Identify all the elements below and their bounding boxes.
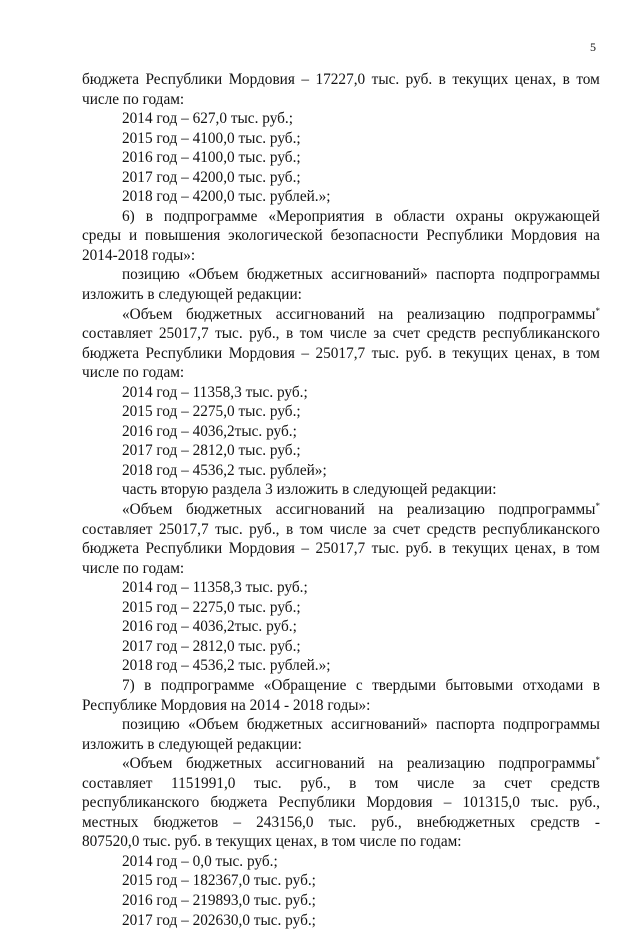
text-line: 2015 год – 4100,0 тыс. руб.; — [122, 129, 301, 147]
paragraph — [82, 911, 600, 930]
paragraph — [82, 383, 600, 403]
page-number: 5 — [590, 40, 596, 54]
paragraph — [82, 871, 600, 891]
paragraph — [82, 402, 600, 422]
text-line: 2014-2018 годы»: — [82, 246, 196, 264]
paragraph — [82, 70, 600, 109]
text-line: 2017 год – 202630,0 тыс. руб.; — [122, 911, 316, 929]
paragraph — [82, 441, 600, 461]
paragraph — [82, 480, 600, 500]
text-line: позицию «Объем бюджетных ассигнований» паспорта подпрограммы — [122, 266, 600, 284]
text-line: 2017 год – 2812,0 тыс. руб.; — [122, 637, 301, 655]
paragraph — [82, 715, 600, 754]
paragraph — [82, 598, 600, 618]
text-line: 2017 год – 2812,0 тыс. руб.; — [122, 442, 301, 460]
paragraph — [82, 187, 600, 207]
text-line: изложить в следующей редакции: — [82, 735, 302, 753]
text-line: «Объем бюджетных ассигнований на реализацию подпрограммы* — [122, 501, 600, 519]
paragraph — [82, 617, 600, 637]
text-line: бюджета Республики Мордовия – 17227,0 тыс. руб. в текущих ценах, в том — [82, 71, 600, 88]
text-line: «Объем бюджетных ассигнований на реализацию подпрограммы* — [122, 305, 600, 323]
text-line: среды и повышения экологической безопасности Республики Мордовия на — [82, 227, 600, 245]
text-line: 7) в подпрограмме «Обращение с твердыми бытовыми отходами в — [122, 676, 600, 694]
text-line: 2016 год – 4036,2тыс. руб.; — [122, 618, 297, 636]
text-line: 2014 год – 11358,3 тыс. руб.; — [122, 383, 308, 401]
text-line: составляет 25017,7 тыс. руб., в том числе за счет средств республиканского — [82, 520, 600, 538]
text-line: 807520,0 тыс. руб. в текущих ценах, в том числе по годам: — [82, 833, 462, 851]
text-line: бюджета Республики Мордовия – 25017,7 тыс. руб. в текущих ценах, в том — [82, 344, 600, 362]
text-line: 2014 год – 11358,3 тыс. руб.; — [122, 579, 308, 597]
text-line: 2014 год – 0,0 тыс. руб.; — [122, 852, 278, 870]
text-line: 2015 год – 2275,0 тыс. руб.; — [122, 598, 301, 616]
text-line: 2014 год – 627,0 тыс. руб.; — [122, 110, 293, 128]
text-line: 2018 год – 4200,0 тыс. рублей.»; — [122, 188, 331, 206]
paragraph — [82, 422, 600, 442]
paragraph — [82, 109, 600, 129]
paragraph — [82, 207, 600, 266]
paragraph — [82, 676, 600, 715]
text-line: 2018 год – 4536,2 тыс. рублей»; — [122, 461, 327, 479]
text-line: 2016 год – 219893,0 тыс. руб.; — [122, 891, 316, 909]
document-body — [82, 70, 600, 930]
text-line: 2016 год – 4100,0 тыс. руб.; — [122, 149, 301, 167]
text-line: часть вторую раздела 3 изложить в следующей редакции: — [122, 481, 497, 499]
text-line: числе по годам: — [82, 90, 185, 108]
text-line: числе по годам: — [82, 559, 185, 577]
paragraph — [82, 852, 600, 872]
text-line: местных бюджетов – 243156,0 тыс. руб., внебюджетных средств - — [82, 813, 600, 831]
text-line: составляет 25017,7 тыс. руб., в том числе за счет средств республиканского — [82, 325, 600, 343]
paragraph — [82, 500, 600, 578]
paragraph — [82, 754, 600, 852]
paragraph — [82, 637, 600, 657]
paragraph — [82, 891, 600, 911]
text-line: 2017 год – 4200,0 тыс. руб.; — [122, 168, 301, 186]
text-line: 2018 год – 4536,2 тыс. рублей.»; — [122, 657, 331, 675]
paragraph — [82, 461, 600, 481]
text-line: республиканского бюджета Республики Мордовия – 101315,0 тыс. руб., — [82, 794, 600, 812]
text-line: Республике Мордовия на 2014 - 2018 годы»: — [82, 696, 371, 714]
text-line: бюджета Республики Мордовия – 25017,7 тыс. руб. в текущих ценах, в том — [82, 540, 600, 558]
paragraph — [82, 265, 600, 304]
paragraph — [82, 148, 600, 168]
text-line: числе по годам: — [82, 364, 185, 382]
text-line: составляет 1151991,0 тыс. руб., в том числе за счет средств — [82, 774, 600, 792]
text-line: 6) в подпрограмме «Мероприятия в области охраны окружающей — [122, 207, 600, 225]
text-line: 2015 год – 182367,0 тыс. руб.; — [122, 872, 316, 890]
text-line: 2016 год – 4036,2тыс. руб.; — [122, 422, 297, 440]
text-line: позицию «Объем бюджетных ассигнований» паспорта подпрограммы — [122, 716, 600, 734]
text-line: «Объем бюджетных ассигнований на реализацию подпрограммы* — [122, 755, 600, 773]
paragraph — [82, 305, 600, 383]
paragraph — [82, 578, 600, 598]
paragraph — [82, 168, 600, 188]
text-line: 2015 год – 2275,0 тыс. руб.; — [122, 403, 301, 421]
text-line: изложить в следующей редакции: — [82, 286, 302, 304]
paragraph — [82, 129, 600, 149]
paragraph — [82, 656, 600, 676]
